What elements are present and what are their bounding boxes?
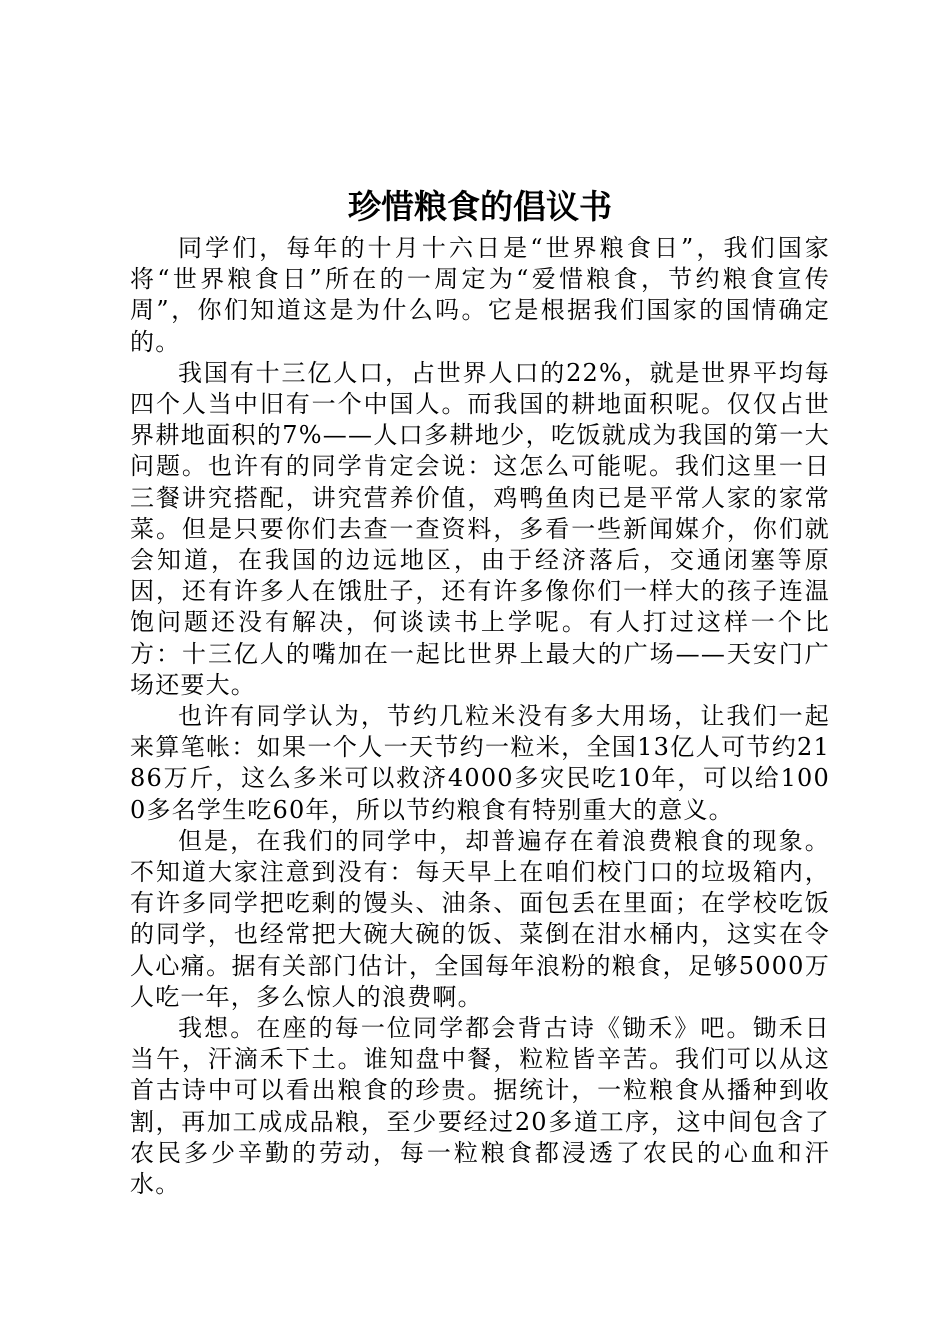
document-body bbox=[130, 233, 830, 1200]
paragraph: 也许有同学认为，节约几粒米没有多大用场，让我们一起来算笔帐：如果一个人一天节约一粒米，全国13亿人可节约2186万斤，这么多米可以救济4000多灾民吃10年，可以给1000多名学生吃60年，所以节约粮食有特别重大的意义。 bbox=[130, 702, 830, 824]
paragraph: 但是，在我们的同学中，却普遍存在着浪费粮食的现象。不知道大家注意到没有：每天早上在咱们校门口的垃圾箱内，有许多同学把吃剩的馒头、油条、面包丢在里面；在学校吃饭的同学，也经常把大碗大碗的饭、菜倒在泔水桶内，这实在令人心痛。据有关部门估计，全国每年浪粉的粮食，足够5000万人吃一年，多么惊人的浪费啊。 bbox=[130, 826, 830, 1011]
document-title: 珍惜粮食的倡议书 bbox=[348, 187, 612, 226]
paragraph: 我国有十三亿人口，占世界人口的22%，就是世界平均每四个人当中旧有一个中国人。而我国的耕地面积呢。仅仅占世界耕地面积的7%——人口多耕地少，吃饭就成为我国的第一大问题。也许有的同学肯定会说：这怎么可能呢。我们这里一日三餐讲究搭配，讲究营养价值，鸡鸭鱼肉已是平常人家的家常菜。但是只要你们去查一查资料，多看一些新闻媒介，你们就会知道，在我国的边远地区，由于经济落后，交通闭塞等原因，还有许多人在饿肚子，还有许多像你们一样大的孩子连温饱问题还没有解决，何谈读书上学呢。有人打过这样一个比方：十三亿人的嘴加在一起比世界上最大的广场——天安门广场还要大。 bbox=[130, 358, 830, 699]
paragraph: 我想。在座的每一位同学都会背古诗《锄禾》吧。锄禾日当午，汗滴禾下土。谁知盘中餐，粒粒皆辛苦。我们可以从这首古诗中可以看出粮食的珍贵。据统计，一粒粮食从播种到收割，再加工成成品粮，至少要经过20多道工序，这中间包含了农民多少辛勤的劳动，每一粒粮食都浸透了农民的心血和汗水。 bbox=[130, 1014, 830, 1199]
paragraph: 同学们，每年的十月十六日是“世界粮食日”，我们国家将“世界粮食日”所在的一周定为“爱惜粮食，节约粮食宣传周”，你们知道这是为什么吗。它是根据我们国家的国情确定的。 bbox=[130, 234, 830, 356]
